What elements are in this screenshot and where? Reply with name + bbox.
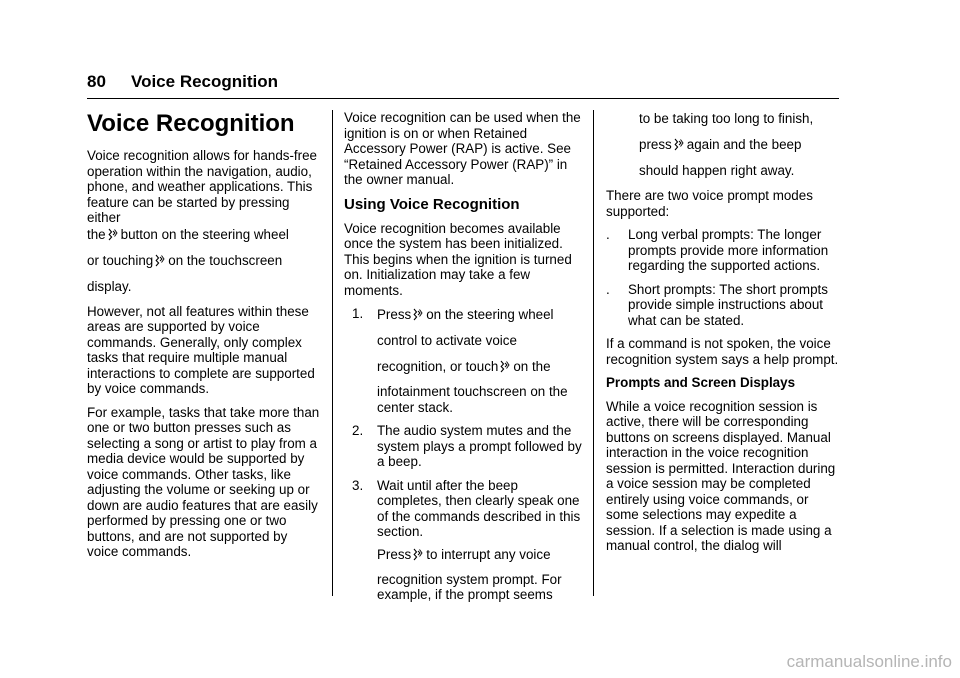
bullet-marker: .: [606, 227, 610, 242]
initialization-paragraph: Voice recognition becomes available once the system has been initialized. This begins when the ignition is turned on. Initialization may take a few moments.: [344, 220, 572, 298]
features-paragraph: However, not all features within these areas are supported by voice commands. Generally, only complex tasks that require multiple manual interactions to complete are supported by voice commands.: [87, 303, 315, 396]
column-divider-1: [332, 110, 333, 596]
step-2-text: The audio system mutes and the system plays a prompt followed by a beep.: [377, 423, 582, 469]
voice-recognition-icon: [412, 548, 423, 561]
page-number: 80: [87, 72, 106, 91]
voice-recognition-icon: [499, 360, 510, 373]
voice-recognition-icon: [154, 254, 165, 267]
intro-display: display.: [87, 278, 132, 294]
using-voice-heading: Using Voice Recognition: [344, 195, 520, 213]
step-1-press: Press: [377, 307, 412, 322]
step-1-line-a: [377, 306, 582, 324]
step-2: [344, 423, 582, 470]
step-1-line-c: [377, 358, 582, 376]
section-title: Voice Recognition: [131, 72, 279, 91]
column-3: [606, 110, 841, 562]
step-3: [344, 478, 582, 603]
example-paragraph: For example, tasks that take more than one or two button presses such as selecting a song or artist to play from a media device would be supported by voice commands. Other tasks, like adjusting the volume or seeking up or down are audio features that are easily performed by pressing one or two buttons, and are not supported by voice commands.: [87, 404, 320, 559]
intro-the: the: [87, 226, 106, 242]
step-3-prompt-text: recognition system prompt. For example, if the prompt seems: [377, 571, 562, 602]
intro-or-touching: or touching: [87, 252, 154, 268]
continued-line-c: should happen right away.: [639, 163, 795, 178]
voice-recognition-icon: [107, 228, 118, 241]
step-number: 1.: [352, 306, 364, 321]
bullet-short-prompts: [606, 282, 841, 329]
continued-again: again and the beep: [686, 137, 802, 152]
prompts-screen-displays-heading: Prompts and Screen Displays: [606, 375, 796, 390]
continued-press: press: [639, 137, 672, 152]
step-1-on-the: on the: [513, 359, 551, 374]
step-1-touch: recognition, or touch: [377, 359, 499, 374]
bullet-1-text: Long verbal prompts: The longer prompts provide more information regarding the supported actions.: [628, 227, 829, 273]
intro-line-button: [87, 226, 322, 244]
intro-paragraph-a: Voice recognition allows for hands-free operation within the navigation, audio, phone, and weather applications. This feature can be started by pressing either: [87, 148, 318, 225]
step-1: [344, 306, 582, 415]
continued-line-a: to be taking too long to finish,: [639, 111, 814, 126]
step-1-line-d: infotainment touchscreen on the center stack.: [377, 384, 568, 415]
ignition-paragraph: Voice recognition can be used when the ignition is on or when Retained Accessory Power (RAP) is active. See “Retained Accessory Power (RAP)” in the owner manual.: [344, 110, 581, 187]
intro-line-touch: [87, 252, 322, 270]
step-3-continued: [606, 110, 841, 180]
intro-button-text: button on the steering wheel: [120, 226, 289, 242]
watermark: carmanualsonline.info: [786, 652, 952, 671]
header-rule: [87, 98, 839, 99]
prompt-modes-paragraph: There are two voice prompt modes supported:: [606, 188, 813, 219]
step-3-text: Wait until after the beep completes, then clearly speak one of the commands described in this section.: [377, 477, 581, 539]
column-divider-2: [593, 110, 594, 596]
voice-recognition-icon: [412, 308, 423, 321]
bullet-long-prompts: [606, 227, 841, 274]
step-number: 2.: [352, 423, 364, 438]
step-1-steering: on the steering wheel: [426, 307, 554, 322]
continued-line-b: [639, 136, 841, 154]
voice-recognition-icon: [673, 138, 684, 151]
column-2: [344, 110, 582, 611]
step-1-line-b: control to activate voice: [377, 333, 517, 348]
bullet-marker: .: [606, 281, 610, 297]
column-1: [87, 110, 322, 568]
intro-touchscreen: on the touchscreen: [168, 252, 283, 268]
page-title: Voice Recognition: [87, 110, 295, 137]
help-prompt-paragraph: If a command is not spoken, the voice recognition system says a help prompt.: [606, 336, 839, 367]
session-paragraph: While a voice recognition session is active, there will be corresponding buttons on screens displayed. Manual interaction in the voice recognition session is permitted. Interaction during a voice session may be completed entirely using voice commands, or some selections may expedite a session. If a selection is made using a manual control, the dialog will: [606, 398, 836, 553]
step-3-interrupt: to interrupt any voice: [426, 546, 551, 562]
step-3-press: Press: [377, 546, 412, 562]
page-header: [87, 72, 278, 92]
step-3-press-line: [377, 546, 582, 564]
bullet-2-text: Short prompts: The short prompts provide simple instructions about what can be stated.: [628, 281, 828, 328]
step-number: 3.: [352, 477, 364, 493]
